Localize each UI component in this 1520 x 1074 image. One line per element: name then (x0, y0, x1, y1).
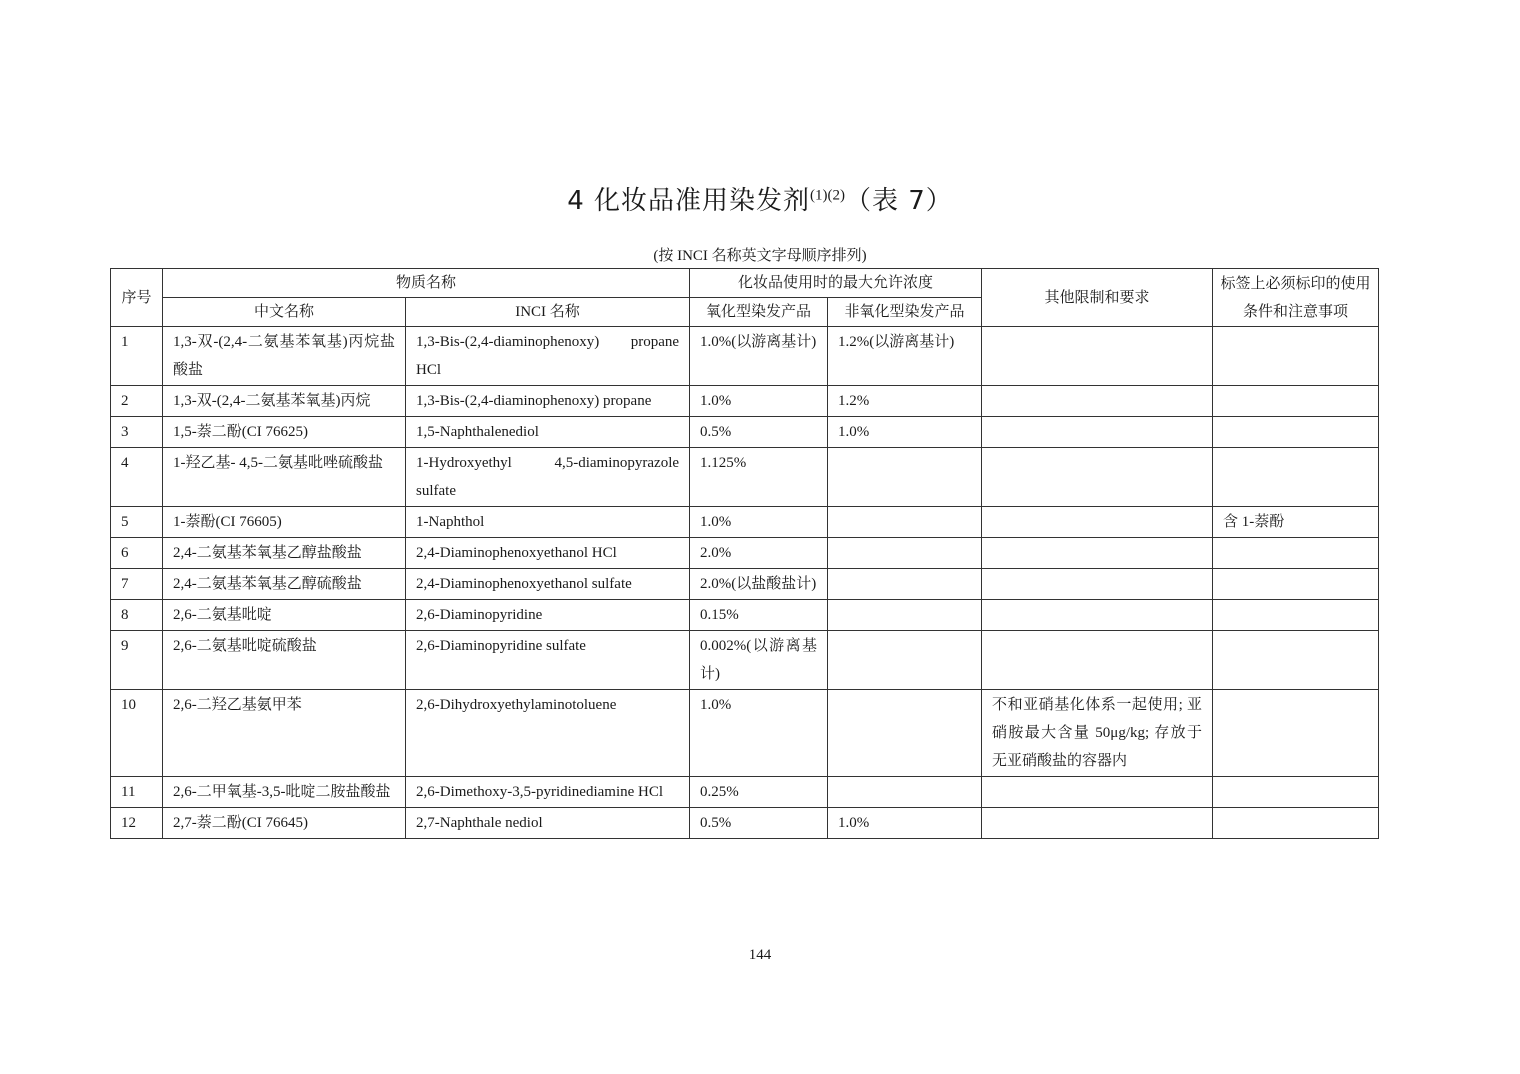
header-chinese-name: 中文名称 (163, 298, 406, 327)
cell-label-warnings (1213, 569, 1379, 600)
table-row (111, 507, 1379, 538)
cell-oxidative: 0.5% (690, 808, 828, 839)
cell-non-oxidative: 1.0% (828, 808, 982, 839)
cell-other-limits (982, 777, 1213, 808)
cell-non-oxidative: 1.2%(以游离基计) (828, 327, 982, 386)
cell-non-oxidative: 1.0% (828, 417, 982, 448)
cell-oxidative: 0.15% (690, 600, 828, 631)
header-inci-name: INCI 名称 (406, 298, 690, 327)
cell-label-warnings (1213, 538, 1379, 569)
cell-oxidative: 1.0% (690, 386, 828, 417)
cell-no: 2 (111, 386, 163, 417)
cell-non-oxidative (828, 507, 982, 538)
header-substance-name: 物质名称 (163, 269, 690, 298)
cell-oxidative: 1.0% (690, 690, 828, 777)
cell-chinese-name: 2,4-二氨基苯氧基乙醇硫酸盐 (163, 569, 406, 600)
cell-other-limits (982, 538, 1213, 569)
cell-chinese-name: 1-羟乙基- 4,5-二氨基吡唑硫酸盐 (163, 448, 406, 507)
header-max-concentration: 化妆品使用时的最大允许浓度 (690, 269, 982, 298)
title-table-ref: （表 7） (844, 186, 953, 216)
cell-oxidative: 1.125% (690, 448, 828, 507)
cell-label-warnings: 含 1-萘酚 (1213, 507, 1379, 538)
cell-chinese-name: 2,6-二甲氧基-3,5-吡啶二胺盐酸盐 (163, 777, 406, 808)
cell-inci-name: 2,6-Dihydroxyethylaminotoluene (406, 690, 690, 777)
cell-no: 7 (111, 569, 163, 600)
hair-dye-table (110, 268, 1379, 839)
cell-no: 9 (111, 631, 163, 690)
cell-no: 1 (111, 327, 163, 386)
cell-chinese-name: 1,5-萘二酚(CI 76625) (163, 417, 406, 448)
table-row (111, 448, 1379, 507)
cell-chinese-name: 2,4-二氨基苯氧基乙醇盐酸盐 (163, 538, 406, 569)
cell-oxidative: 0.25% (690, 777, 828, 808)
table-row (111, 808, 1379, 839)
cell-no: 4 (111, 448, 163, 507)
table-row (111, 569, 1379, 600)
cell-label-warnings (1213, 448, 1379, 507)
cell-other-limits: 不和亚硝基化体系一起使用; 亚硝胺最大含量 50μg/kg; 存放于无亚硝酸盐的容器内 (982, 690, 1213, 777)
cell-chinese-name: 1,3-双-(2,4-二氨基苯氧基)丙烷盐酸盐 (163, 327, 406, 386)
cell-label-warnings (1213, 777, 1379, 808)
cell-non-oxidative (828, 448, 982, 507)
cell-other-limits (982, 507, 1213, 538)
cell-inci-name: 2,6-Diaminopyridine sulfate (406, 631, 690, 690)
cell-label-warnings (1213, 600, 1379, 631)
cell-oxidative: 2.0% (690, 538, 828, 569)
cell-no: 8 (111, 600, 163, 631)
cell-inci-name: 2,7-Naphthale nediol (406, 808, 690, 839)
cell-no: 12 (111, 808, 163, 839)
cell-chinese-name: 2,6-二氨基吡啶 (163, 600, 406, 631)
cell-oxidative: 1.0%(以游离基计) (690, 327, 828, 386)
cell-no: 6 (111, 538, 163, 569)
cell-inci-name: 2,4-Diaminophenoxyethanol sulfate (406, 569, 690, 600)
header-oxidative: 氧化型染发产品 (690, 298, 828, 327)
cell-inci-name: 2,6-Dimethoxy-3,5-pyridinediamine HCl (406, 777, 690, 808)
cell-other-limits (982, 386, 1213, 417)
header-seq: 序号 (111, 269, 163, 327)
cell-oxidative: 0.002%(以游离基计) (690, 631, 828, 690)
cell-chinese-name: 1-萘酚(CI 76605) (163, 507, 406, 538)
cell-non-oxidative (828, 690, 982, 777)
cell-inci-name: 1,3-Bis-(2,4-diaminophenoxy) propane HCl (406, 327, 690, 386)
title-footnote-refs: (1)(2) (810, 187, 845, 204)
cell-non-oxidative (828, 569, 982, 600)
cell-inci-name: 2,4-Diaminophenoxyethanol HCl (406, 538, 690, 569)
cell-chinese-name: 1,3-双-(2,4-二氨基苯氧基)丙烷 (163, 386, 406, 417)
cell-oxidative: 1.0% (690, 507, 828, 538)
cell-label-warnings (1213, 417, 1379, 448)
cell-other-limits (982, 600, 1213, 631)
cell-inci-name: 1-Naphthol (406, 507, 690, 538)
table-subtitle: (按 INCI 名称英文字母顺序排列) (653, 248, 867, 264)
header-other-limits: 其他限制和要求 (982, 269, 1213, 327)
cell-non-oxidative: 1.2% (828, 386, 982, 417)
header-non-oxidative: 非氧化型染发产品 (828, 298, 982, 327)
cell-inci-name: 1-Hydroxyethyl 4,5-diaminopyrazole sulfate (406, 448, 690, 507)
table-row (111, 327, 1379, 386)
cell-inci-name: 1,3-Bis-(2,4-diaminophenoxy) propane (406, 386, 690, 417)
cell-other-limits (982, 417, 1213, 448)
cell-other-limits (982, 327, 1213, 386)
page-title (0, 180, 1520, 217)
table-row (111, 777, 1379, 808)
cell-other-limits (982, 631, 1213, 690)
cell-label-warnings (1213, 808, 1379, 839)
cell-label-warnings (1213, 631, 1379, 690)
cell-no: 11 (111, 777, 163, 808)
cell-other-limits (982, 448, 1213, 507)
cell-label-warnings (1213, 690, 1379, 777)
cell-non-oxidative (828, 631, 982, 690)
cell-no: 5 (111, 507, 163, 538)
table-row (111, 600, 1379, 631)
cell-oxidative: 2.0%(以盐酸盐计) (690, 569, 828, 600)
table-row (111, 386, 1379, 417)
title-main: 4 化妆品准用染发剂 (567, 186, 810, 216)
cell-no: 10 (111, 690, 163, 777)
table-row (111, 690, 1379, 777)
cell-label-warnings (1213, 386, 1379, 417)
cell-inci-name: 2,6-Diaminopyridine (406, 600, 690, 631)
cell-no: 3 (111, 417, 163, 448)
cell-non-oxidative (828, 777, 982, 808)
cell-non-oxidative (828, 600, 982, 631)
table-row (111, 417, 1379, 448)
table-row (111, 631, 1379, 690)
cell-label-warnings (1213, 327, 1379, 386)
page-number: 144 (748, 947, 772, 963)
table-row (111, 538, 1379, 569)
cell-inci-name: 1,5-Naphthalenediol (406, 417, 690, 448)
cell-other-limits (982, 808, 1213, 839)
cell-oxidative: 0.5% (690, 417, 828, 448)
cell-other-limits (982, 569, 1213, 600)
cell-non-oxidative (828, 538, 982, 569)
cell-chinese-name: 2,6-二氨基吡啶硫酸盐 (163, 631, 406, 690)
cell-chinese-name: 2,6-二羟乙基氨甲苯 (163, 690, 406, 777)
cell-chinese-name: 2,7-萘二酚(CI 76645) (163, 808, 406, 839)
header-label-warnings: 标签上必须标印的使用条件和注意事项 (1213, 269, 1379, 327)
